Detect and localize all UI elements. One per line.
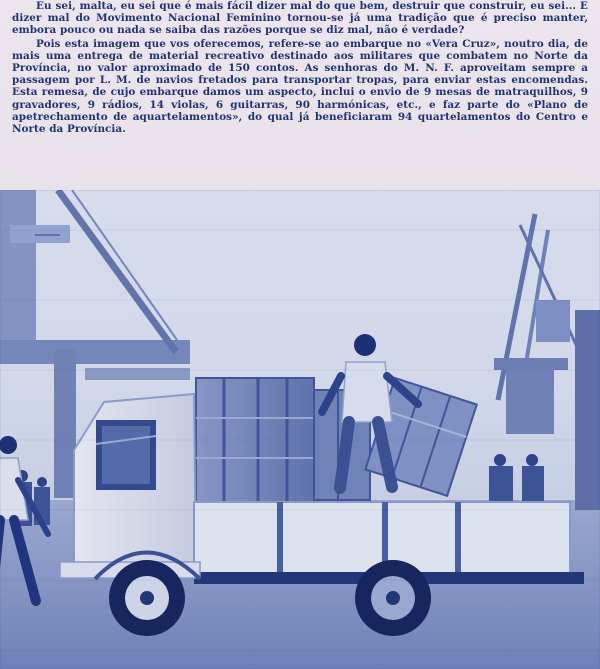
article-paragraph-2: Pois esta imagem que vos oferecemos, refere-se ao embarque no «Vera Cruz», noutro dia, de mais uma entrega de material recreativo destinado aos militares que combatem no Norte da Província, no valor aproximado de 150 contos. As senhoras do M. N. F. aproveitam sempre a passagem por L. M. de navios fretados para transportar tropas, para enviar estas encomendas. Esta remesa, de cujo embarque damos um aspecto, inclui o envio de 9 mesas de matraquilhos, 9 gravadores, 9 rádios, 14 violas, 6 guitarras, 90 harmónicas, etc., e faz parte do «Plano de apetrechamento de aquartelamentos», do qual já beneficiaram 94 quartelamentos do Centro e Norte da Província. bbox=[12, 37, 588, 136]
article-text bbox=[12, 0, 588, 135]
article-paragraph-1: Eu sei, malta, eu sei que é mais fácil dizer mal do que bem, destruir que construir, eu sei... E dizer mal do Movimento Nacional Feminino tornou-se já uma tradição que é preciso manter, embora pouco ou nada se saiba das razões porque se diz mal, não é verdade? bbox=[12, 0, 588, 37]
dock-photo-illustration bbox=[0, 190, 600, 669]
article-photo bbox=[0, 190, 600, 669]
halftone-texture bbox=[0, 190, 600, 669]
